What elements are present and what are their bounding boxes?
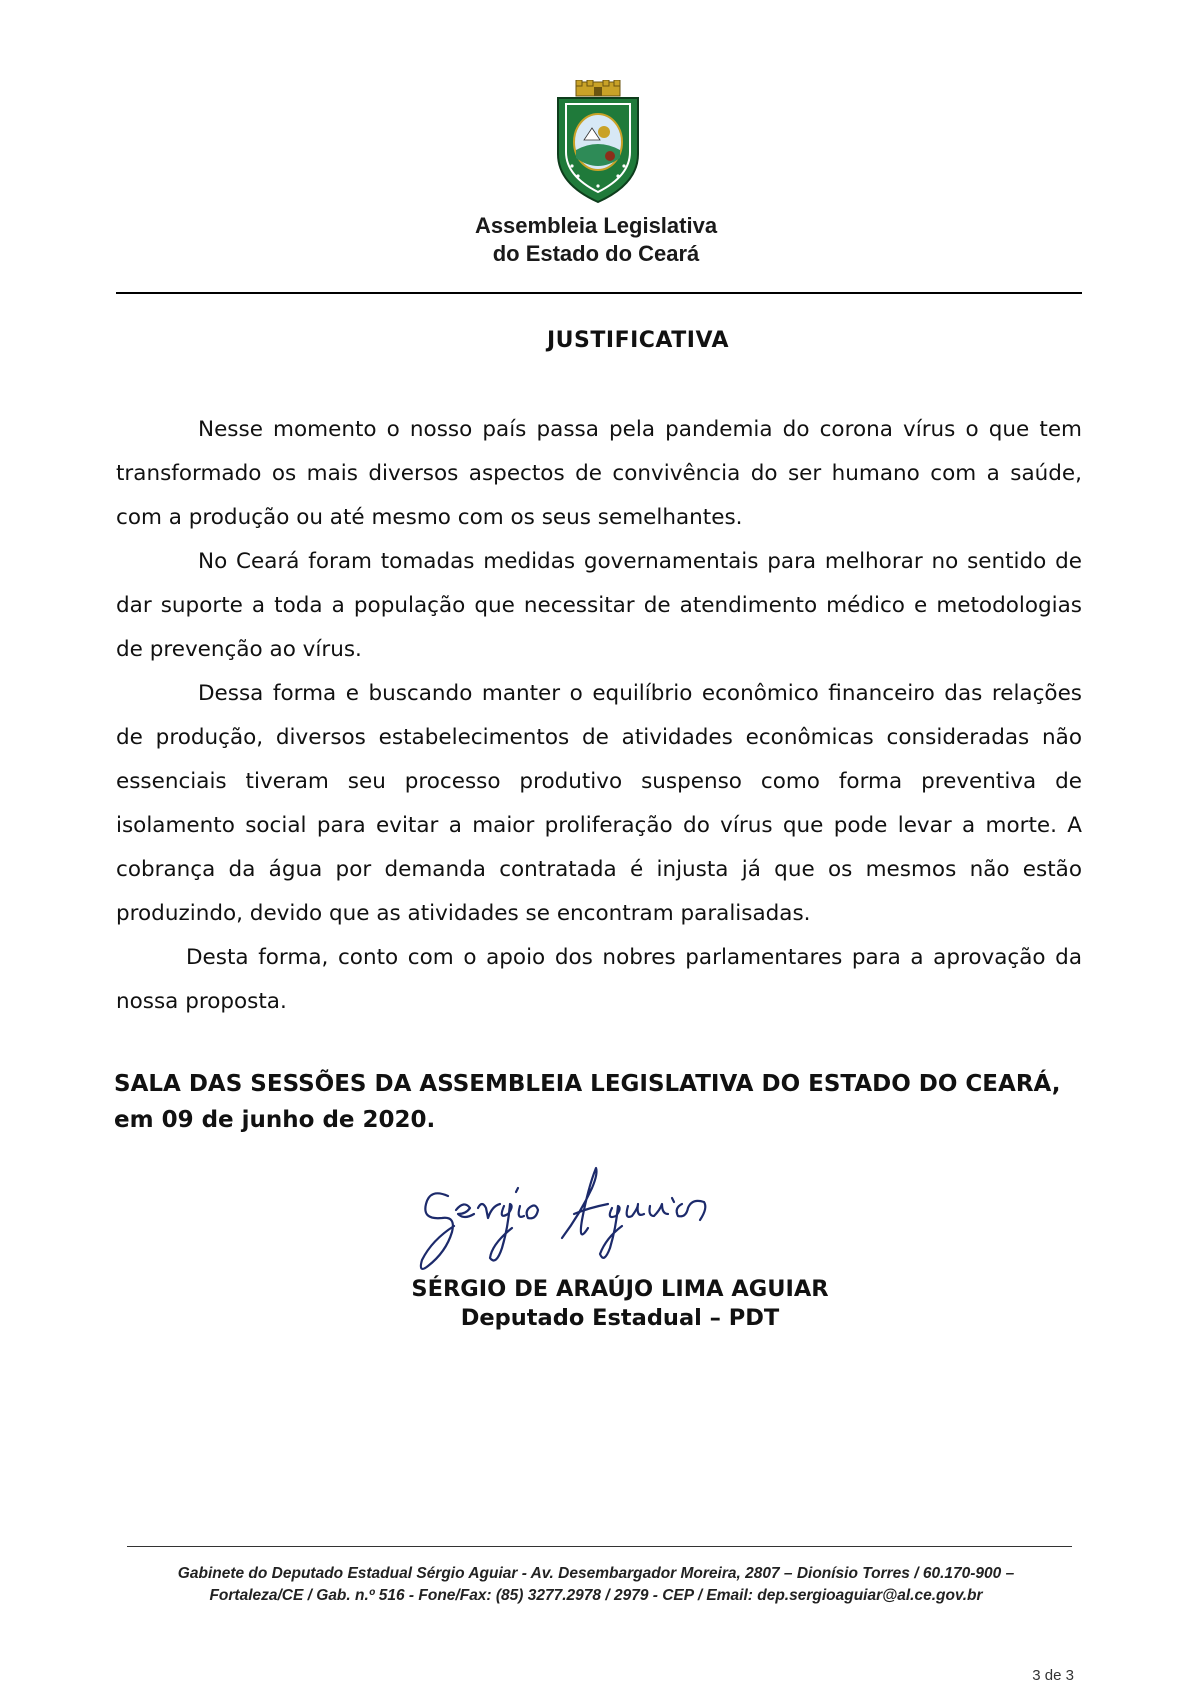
paragraph: Dessa forma e buscando manter o equilíbrio econômico financeiro das relações de produção, diversos estabelecimentos de atividades econômicas consideradas não essenciais tiveram seu processo produtivo suspenso como forma preventiva de isolamento social para evitar a maior proliferação do vírus que pode levar a morte. A cobrança da água por demanda contratada é injusta já que os mesmos não estão produzindo, devido que as atividades se encontram paralisadas. [116,681,1082,926]
signer-name: SÉRGIO DE ARAÚJO LIMA AGUIAR [411,1276,829,1302]
footer-divider [127,1546,1072,1547]
footer-address-line1: Gabinete do Deputado Estadual Sérgio Aguiar - Av. Desembargador Moreira, 2807 – Dionísio Torres / 60.170-900 – [177,1565,1015,1582]
page-number: 3 de 3 [1032,1667,1074,1684]
signer-title: Deputado Estadual – PDT [460,1305,780,1331]
paragraph: Desta forma, conto com o apoio dos nobres parlamentares para a aprovação da nossa proposta. [116,945,1082,1014]
closing-statement: SALA DAS SESSÕES DA ASSEMBLEIA LEGISLATIVA DO ESTADO DO CEARÁ, em 09 de junho de 2020. [114,1071,1061,1133]
justification-body [116,408,1082,1024]
footer-address-line2: Fortaleza/CE / Gab. n.º 516 - Fone/Fax: (85) 3277.2978 / 2979 - CEP / Email: dep.sergioaguiar@al.ce.gov.br [209,1587,983,1604]
state-coat-of-arms [552,80,644,204]
institution-name-line2: do Estado do Ceará [492,241,700,266]
handwritten-signature [412,1148,768,1282]
paragraph: No Ceará foram tomadas medidas governamentais para melhorar no sentido de dar suporte a toda a população que necessitar de atendimento médico e metodologias de prevenção ao vírus. [116,549,1082,662]
paragraph: Nesse momento o nosso país passa pela pandemia do corona vírus o que tem transformado os mais diversos aspectos de convivência do ser humano com a saúde, com a produção ou até mesmo com os seus semelhantes. [116,417,1082,530]
header-divider [116,292,1082,294]
document-heading: JUSTIFICATIVA [546,328,730,353]
institution-name-line1: Assembleia Legislativa [474,213,718,238]
